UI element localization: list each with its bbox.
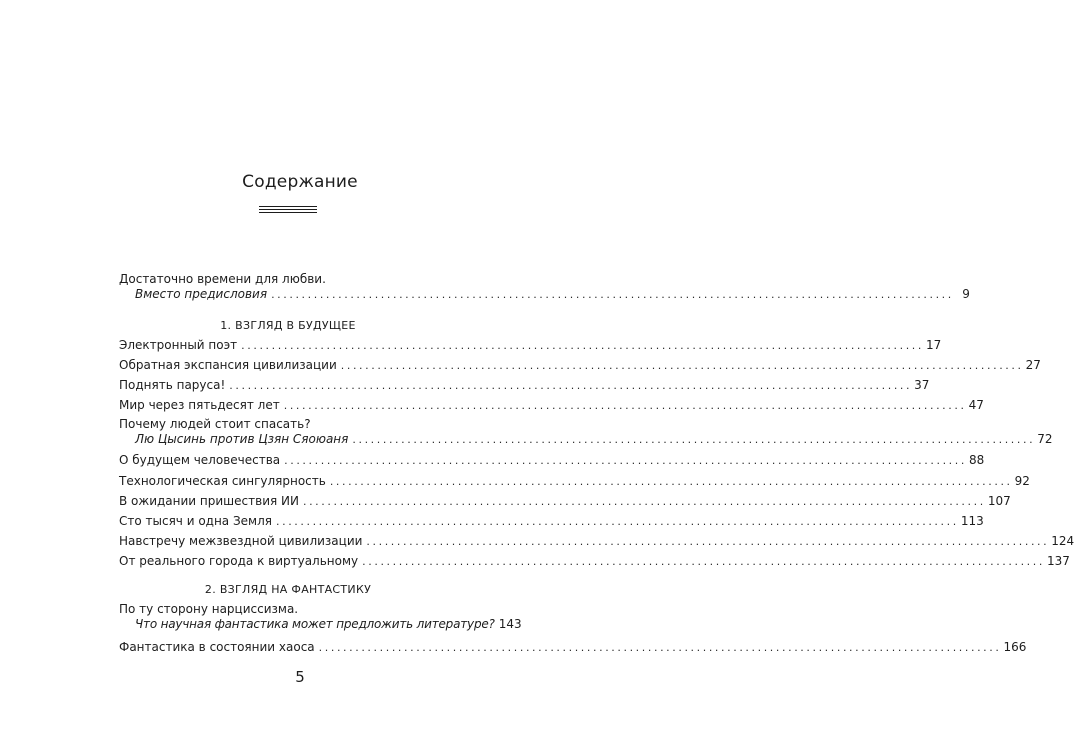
toc-page-number: 92 (1014, 474, 1030, 488)
toc-entry-two-line (119, 602, 522, 632)
toc-entry-label: Сто тысяч и одна Земля (119, 514, 272, 528)
toc-entry (119, 640, 1027, 655)
page-number: 5 (295, 668, 305, 686)
toc-entry-label: Электронный поэт (119, 338, 238, 352)
leader-dots: ................................................................................................................ (340, 359, 1024, 372)
toc-page-number: 17 (926, 338, 942, 352)
toc-entry-label: Обратная экспансия цивилизации (119, 358, 337, 372)
toc-entry-line1: Достаточно времени для любви. (119, 272, 326, 286)
toc-page-number: 113 (960, 514, 984, 528)
leader-dots: ................................................................................................................ (318, 641, 1002, 654)
section-heading-1: 1. ВЗГЛЯД В БУДУЩЕЕ (220, 319, 356, 332)
section-heading-2: 2. ВЗГЛЯД НА ФАНТАСТИКУ (204, 583, 372, 596)
leader-dots: ................................................................................................................ (352, 433, 1036, 446)
toc-page-number: 9 (962, 287, 970, 301)
toc-entry-preface (119, 272, 970, 302)
toc-page-number: 27 (1025, 358, 1041, 372)
toc-page-number: 143 (498, 617, 522, 631)
leader-dots: ................................................................................................................ (284, 454, 967, 467)
toc-entry-label: О будущем человечества (119, 453, 281, 467)
toc-page-number: 37 (914, 378, 930, 392)
toc-entry-label: Фантастика в состоянии хаоса (119, 640, 315, 654)
toc-page-number: 166 (1003, 640, 1027, 654)
toc-page-number: 88 (968, 453, 985, 467)
toc-entry-label: Что научная фантастика может предложить литературе? (135, 617, 495, 631)
leader-dots: ................................................................................................................ (276, 515, 959, 528)
toc-entry-label: Вместо предисловия (135, 287, 268, 301)
toc-entry (119, 338, 942, 353)
leader-dots: ................................................................................................................ (271, 288, 954, 301)
toc-entry (119, 378, 930, 393)
toc-entry-label: Навстречу межзвездной цивилизации (119, 534, 363, 548)
toc-entry (119, 534, 1074, 549)
leader-dots: ................................................................................................................ (241, 339, 924, 352)
toc-entry (119, 358, 1041, 373)
page-title: Содержание (242, 172, 358, 192)
toc-entry-line1: Почему людей стоит спасать? (119, 417, 311, 431)
toc-entry-label: От реального города к виртуальному (119, 554, 359, 568)
leader-dots: ................................................................................................................ (283, 399, 967, 412)
leader-dots: ................................................................................................................ (362, 555, 1045, 568)
toc-page-number: 107 (987, 494, 1011, 508)
toc-page-number: 47 (968, 398, 984, 412)
leader-dots: ................................................................................................................ (366, 535, 1050, 548)
toc-entry (119, 398, 984, 413)
toc-entry (119, 554, 1070, 569)
toc-entry-line2 (119, 432, 1053, 447)
toc-entry-label: Мир через пятьдесят лет (119, 398, 280, 412)
toc-entry-label: Технологическая сингулярность (119, 474, 326, 488)
toc-page-number: 124 (1051, 534, 1074, 548)
toc-entry (119, 474, 1030, 489)
toc-entry-two-line (119, 417, 1053, 447)
leader-dots: ................................................................................................................ (229, 379, 913, 392)
toc-entry-label: Лю Цысинь против Цзян Сяоюаня (135, 432, 349, 446)
toc-entry-label: Поднять паруса! (119, 378, 226, 392)
toc-entry-label: В ожидании пришествия ИИ (119, 494, 299, 508)
toc-entry-line1: По ту сторону нарциссизма. (119, 602, 299, 616)
title-ornament (259, 206, 317, 214)
toc-entry-line2 (119, 617, 522, 632)
toc-entry (119, 453, 985, 468)
leader-dots: ................................................................................................................ (302, 495, 986, 508)
toc-entry (119, 514, 984, 529)
toc-page-number: 72 (1037, 432, 1053, 446)
toc-entry-line2 (119, 287, 970, 302)
toc-entry (119, 494, 1011, 509)
toc-page-number: 137 (1046, 554, 1070, 568)
leader-dots: ................................................................................................................ (329, 475, 1013, 488)
